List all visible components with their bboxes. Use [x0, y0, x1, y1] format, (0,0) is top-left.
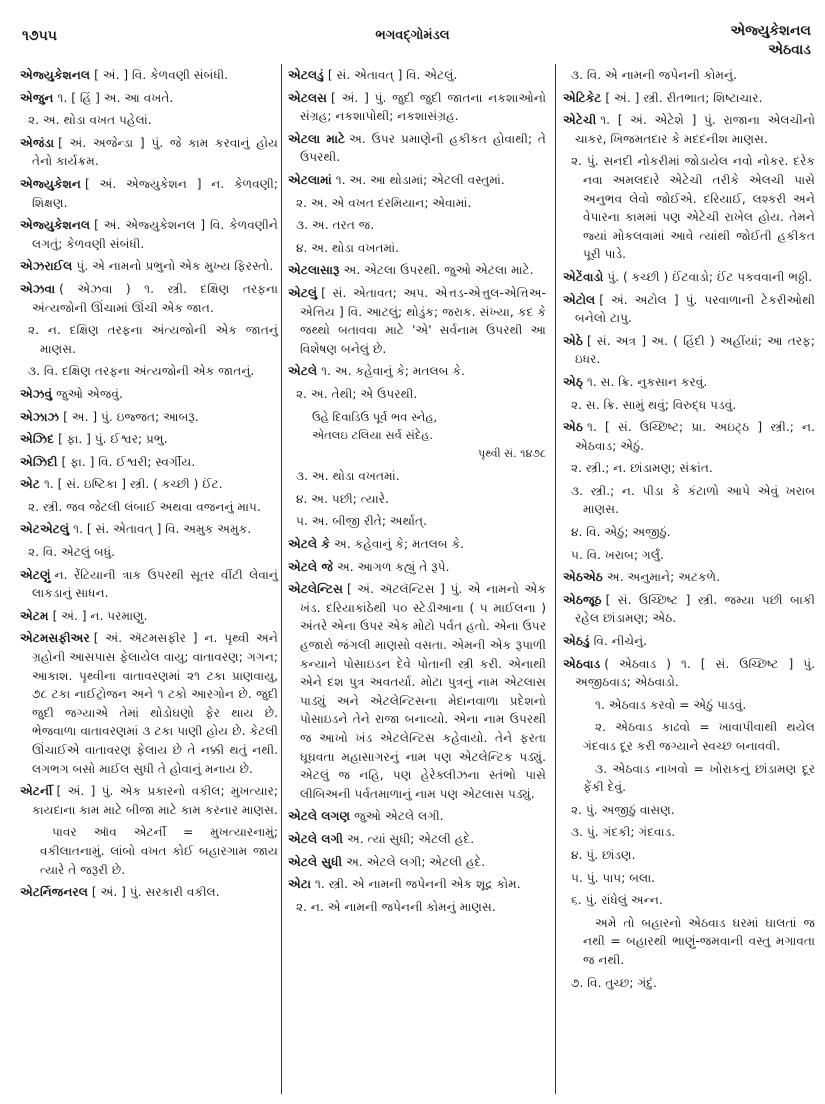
- definition-text: ૬. પું. રાંધેલું અન્ન.: [571, 893, 663, 908]
- entry-sense: [563, 760, 815, 797]
- dictionary-entry: [563, 632, 815, 651]
- headword: એટિકેટ: [563, 90, 602, 105]
- dictionary-column-3: [563, 66, 815, 996]
- dictionary-entry: [563, 373, 815, 392]
- dictionary-entry: [563, 418, 815, 455]
- quotation-line: [288, 408, 546, 427]
- definition-text: ઉહે દિવાડિઉ પૂર્વ ભવ સ્નેહ,: [312, 409, 438, 424]
- definition-text: [ અં. એજ્યુકેશનલ ] વિ. કેળવણીને લગતું; કેળવણી સંબંધી.: [32, 218, 278, 251]
- dictionary-entry: [20, 257, 278, 276]
- definition-text: ૪. અ. પછી; ત્યારે.: [296, 491, 389, 506]
- headword: એટલામાં: [288, 172, 332, 187]
- headword: એટા: [288, 877, 311, 892]
- definition-text: ૨. સ્ત્રી.; ન. છાંડામણ; સંક્રાંત.: [571, 461, 713, 476]
- definition-text: ૨. પું. અજીઠું વાસણ.: [571, 802, 675, 817]
- entry-sense: [563, 846, 815, 865]
- dictionary-entry: [288, 830, 546, 849]
- definition-text: ૩. વિ. દક્ષિણ તરફના અંત્યજોની એક જાતનું.: [28, 364, 255, 379]
- entry-sense: [288, 239, 546, 258]
- definition-text: પું. ( કચ્છી ) ઈંટવાડો; ઈંટ પકવવાની ભઠ્ઠી.: [607, 269, 813, 284]
- headword: એઝવું: [20, 386, 53, 401]
- definition-text: ૧. [ સં. ઉચ્છિષ્ટ; પ્રા. અઇટ્ઠ ] સ્ત્રી.; ન. એઠવાડ; એઠું.: [575, 420, 815, 453]
- definition-text: અમે તો બહારનો એઠવાડ ઘરમાં ઘાલતાં જ નથી = બહારથી ભાણું-જમવાની વસ્તુ મગાવતા જ નથી.: [583, 915, 815, 967]
- dictionary-entry: [20, 520, 278, 539]
- definition-text: [ અં. ] ન. પરમાણુ.: [52, 608, 148, 623]
- definition-text: ૪. પું. છાંડણ.: [571, 847, 636, 862]
- definition-text: ૭. વિ. તુચ્છ; ગંદું.: [571, 975, 657, 990]
- dictionary-entry: [288, 558, 546, 577]
- dictionary-entry: [20, 607, 278, 626]
- headword: એટલે સુધી: [288, 854, 343, 869]
- definition-text: ( એઝવા ) ૧. સ્ત્રી. દક્ષિણ તરફના અંત્યજોની ઊંચામાં ઊંચી એક જાત.: [32, 281, 278, 315]
- entry-sense: [563, 396, 815, 415]
- guide-word-first: એજ્યુકેશનલ: [730, 23, 811, 39]
- headword: એટર્નિજનરલ: [20, 885, 88, 900]
- definition-text: [ ફા. ] વિ. ઈશ્વરી; સ્વર્ગીય.: [61, 454, 196, 469]
- definition-text: ૧. સ. ક્રિ. નુકસાન કરવું.: [586, 374, 708, 389]
- headword: એટર્ની: [20, 784, 53, 799]
- headword: એજ્યુકેશન: [20, 176, 81, 191]
- headword: એઝિદ: [20, 432, 55, 447]
- definition-text: ૨. સ. ક્રિ. સામું થવું; વિરુદ્ધ પડવું.: [571, 397, 737, 412]
- entry-sense: [563, 152, 815, 264]
- dictionary-entry: [20, 453, 278, 472]
- page-header: [0, 22, 825, 62]
- entry-sense: [288, 385, 546, 404]
- definition-text: [ અં. અટોલ ] પું. પરવાળાની ટેકરીઓથી બનેલો ટાપુ.: [575, 292, 815, 326]
- dictionary-entry: [20, 175, 278, 212]
- citation: [288, 445, 546, 464]
- entry-sense: [20, 321, 278, 358]
- definition-text: [ અં. ] પું. એક પ્રકારનો વકીલ; મુખત્યાર; કાયદાના કામ માટે બીજા માટે કામ કરનાર માણસ.: [32, 784, 278, 817]
- dictionary-entry: [288, 535, 546, 554]
- definition-text: ૨. ન. એ નામની જપેનની કોમનું માણસ.: [296, 899, 496, 914]
- definition-text: અ. કહેવાનું કે; મતલબ કે.: [334, 537, 465, 552]
- headword: એજુન: [20, 90, 54, 105]
- dictionary-column-1: [20, 66, 278, 906]
- definition-text: અ. એટલા ઉપરથી. જુઓ એટલા માટે.: [343, 263, 534, 278]
- definition-text: ૩. અ. તરત જ.: [296, 218, 375, 233]
- dictionary-entry: [563, 332, 815, 369]
- definition-text: [ અં. ] પું. સરકારી વકીલ.: [91, 885, 220, 900]
- dictionary-entry: [20, 216, 278, 253]
- dictionary-entry: [288, 580, 546, 803]
- dictionary-entry: [20, 280, 278, 317]
- entry-sense: [563, 891, 815, 910]
- entry-sense: [563, 546, 815, 565]
- definition-text: ૩. સ્ત્રી.; ન. પીડા કે કંટાળો આપે એવું ખરાબ માણસ.: [571, 483, 815, 517]
- headword: એટેચી: [563, 113, 597, 128]
- dictionary-entry: [20, 89, 278, 108]
- definition-text: [ સં. અત્ર ] અ. ( હિંદી ) અહીંયાં; આ તરફ; ઇધર.: [575, 333, 815, 367]
- entry-sense: [563, 869, 815, 888]
- headword: એઝરાઈલ: [20, 259, 73, 274]
- headword: એટલે જે: [288, 559, 333, 574]
- dictionary-entry: [563, 568, 815, 587]
- entry-sense: [20, 823, 278, 879]
- headword: એટલડું: [288, 68, 324, 82]
- definition-text: [ અં. ઍટલૅન્ટિસ ] પું. એ નામનો એક ખંડ. દરિયાકાંઠેથી ૫૦ સ્ટેડીઆના ( ૫ માઈલના ) અંતરે એના ઉપર એક મોટો પર્વત હતો. એના ઉપર હજારો જંગલી માણસો વસતા. એમની એક રૂપાળી કન્યાને પોસાઇડન દેવે પોતાની સ્ત્રી કરી. એનાથી એને દશ પુત્ર અવતર્યા. મોટા પુત્રનું નામ એટલાસ પાડ્યું અને એટલેન્ટિસના મેદાનવાળા પ્રદેશનો પોસાઇડને તેને રાજા બનાવ્યો. એના નામ ઉપરથી જ આખો ખંડ એટલેન્ટિસ કહેવાયો. તેને ફરતા ઘૂઘવતા મહાસાગરનું નામ પણ એટલેન્ટિક પડ્યું. એટલું જ નહિ, પણ હેરેક્લીઝના સ્તંભો પાસે લીબિઅની પર્વતમાળાનું નામ પણ એટલાસ પડ્યું.: [300, 582, 546, 801]
- dictionary-entry: [20, 408, 278, 427]
- dictionary-entry: [20, 66, 278, 85]
- definition-text: ૪. વિ. એઠું; અજીઠું.: [571, 525, 671, 540]
- dictionary-entry: [288, 130, 546, 167]
- definition-text: ૨. વિ. એટલું બધું.: [28, 545, 116, 560]
- definition-text: એતલઇ ટલિયા સર્વ સંદેહ.: [312, 428, 434, 443]
- definition-text: જુઓ એટલે લગી.: [354, 809, 444, 824]
- entry-sense: [288, 898, 546, 917]
- column-divider: [555, 64, 556, 1094]
- dictionary-entry: [20, 782, 278, 819]
- headword: એઝિદી: [20, 454, 58, 469]
- entry-sense: [288, 467, 546, 486]
- headword: એઠવાડ: [563, 656, 601, 671]
- definition-text: ૩. પું. ગંદકી; ગંદવાડ.: [571, 825, 676, 840]
- definition-text: ૨. પું. સનદી નોકરીમાં જોડાયેલ નવો નોકર. દરેક નવા અમલદારે એટેચી તરીકે એલચી પાસે અનુભવ લેવો જોઈએ. દરિયાઈ, લશ્કરી અને વેપારના કામમાં પણ એટેચી રાખેલ હોય. તેમને જ્યાં મોકલવામાં આવે ત્યાંથી જોઈતી હકીકત પૂરી પાડે.: [571, 154, 815, 262]
- dictionary-entry: [563, 591, 815, 628]
- headword: એજંડા: [20, 135, 55, 150]
- definition-text: [ અં. ] સ્ત્રી. રીતભાત; શિષ્ટાચાર.: [605, 90, 763, 105]
- dictionary-entry: [20, 134, 278, 171]
- definition-text: [ સં. એતાવત; અપ. એત્તડ-એત્તુલ-એત્તિઅ-એત્તિય ] વિ. આટલું; થોડુંક; જરાક. સંખ્યા, કદ કે જથ્થો બતાવવા માટે 'એ' સર્વનામ ઉપરથી આ વિશેષણ બનેલું છે.: [300, 285, 546, 356]
- definition-text: ૪. અ. થોડા વખતમાં.: [296, 240, 400, 255]
- entry-sense: [20, 362, 278, 381]
- entry-sense: [20, 111, 278, 130]
- dictionary-column-2: [288, 66, 546, 920]
- definition-text: ૧. [ સં. એતાવત્ ] વિ. અમુક અમુક.: [73, 522, 252, 537]
- definition-text: અ. આગળ કહ્યું તે રૂપે.: [336, 559, 450, 574]
- definition-text: ૨. ન. દક્ષિણ તરફના અંત્યજોની એક જાતનું માણસ.: [28, 323, 278, 356]
- definition-text: ૩. અ. થોડા વખતમાં.: [296, 469, 400, 484]
- entry-sense: [563, 974, 815, 993]
- definition-text: અ. અનુમાને; અટકળે.: [606, 570, 721, 585]
- definition-text: [ અં. ] વિ. કેળવણી સંબંધી.: [94, 68, 229, 82]
- definition-text: ન. રેંટિયાની ત્રાક ઉપરથી સૂતર વીંટી લેવાનું લાકડાનું સાધન.: [32, 567, 278, 601]
- entry-sense: [563, 718, 815, 755]
- definition-text: [ અં. અજેન્ડા ] પું. જે કામ કરવાનું હોય તેનો કાર્યક્રમ.: [32, 135, 278, 169]
- headword: એજ્યુકેશનલ: [20, 218, 91, 233]
- definition-text: ૨. અ. થોડા વખત પહેલાં.: [28, 113, 152, 128]
- entry-sense: [20, 498, 278, 517]
- definition-text: પૃથ્વી સં. ૧૪૭૮: [478, 446, 546, 460]
- entry-sense: [288, 512, 546, 531]
- headword: એટલસ: [288, 90, 328, 105]
- headword: એઝવા: [20, 281, 56, 296]
- headword: એઠ: [563, 420, 583, 435]
- entry-sense: [563, 66, 815, 85]
- dictionary-entry: [288, 284, 546, 358]
- entry-sense: [563, 482, 815, 519]
- dictionary-entry: [20, 629, 278, 778]
- definition-text: ૨. અ. એ વખત દરમિયાન; એવામાં.: [296, 195, 472, 210]
- dictionary-entry: [563, 655, 815, 692]
- headword: એઠએઠ: [563, 570, 603, 585]
- headword: એઝાઝ: [20, 409, 60, 424]
- definition-text: [ સં. એતાવત્ ] વિ. એટલું.: [327, 68, 458, 82]
- page-number: ૧૭૫૫: [22, 28, 57, 44]
- definition-text: [ અં. ઍટમસફીર ] ન. પૃથ્વી અને ગ્રહોની આસપાસ ફેલાયેલ વાયુ; વાતાવરણ; ગગન; આકાશ. પૃથ્વીના વાતાવરણમાં ૨૧ ટકા પ્રાણવાયુ, ૭૮ ટકા નાઈટ્રોજન અને ૧ ટકો આરગોન છે. જુદી જુદી જગ્યાએ તેમાં થોડોઘણો ફેર થાય છે. ભેજવાળા વાતાવરણમાં ૩ ટકા પાણી હોય છે. કેટલી ઊંચાઈએ વાતાવરણ ફેલાય છે તે નક્કી થતું નથી. લગભગ બસો માઈલ સુધી તે હોવાનું મનાય છે.: [32, 631, 278, 776]
- headword: એટલાસારૂ: [288, 263, 340, 278]
- definition-text: અ. ઉપર પ્રમાણેની હકીકત હોવાથી; તે ઉપરથી.: [300, 131, 546, 165]
- definition-text: અ. એટલે લગી; એટલી હદે.: [346, 854, 486, 869]
- definition-text: [ અં. ] પું. જુદી જુદી જાતના નકશાઓનો સંગ્રહ; નકશાપોથી; નકશાસંગ્રહ.: [300, 90, 546, 124]
- definition-text: ૩. એઠવાડ નાખવો = ખોરાકનું છાંડામણ દૂર ફેંકી દેવું.: [583, 761, 815, 795]
- definition-text: ( એઠવાડ ) ૧. [ સં. ઉચ્છિષ્ટ ] પું. અજીઠવાડ; એઠવાડો.: [575, 656, 815, 690]
- guide-word-last: એઠવાડ: [768, 42, 811, 58]
- definition-text: ૧. અ. કહેવાનું કે; મતલબ કે.: [321, 364, 465, 379]
- definition-text: ૨. અ. તેથી; એ ઉપરથી.: [296, 386, 418, 401]
- quotation-line: [288, 426, 546, 445]
- headword: એઠે: [563, 333, 583, 348]
- definition-text: ૫. પું. પાપ; બલા.: [571, 870, 656, 885]
- dictionary-entry: [20, 475, 278, 494]
- entry-sense: [288, 216, 546, 235]
- entry-sense: [288, 490, 546, 509]
- definition-text: વિ. નીચેનું.: [593, 634, 648, 649]
- headword: એટલું: [288, 285, 318, 300]
- definition-text: ૧. સ્ત્રી. એ નામની જપેનની એક શૂદ્ર કોમ.: [314, 877, 521, 892]
- definition-text: ૧. [ સં. ઇષ્ટિકા ] સ્ત્રી. ( કચ્છી ) ઈંટ.: [43, 477, 223, 492]
- dictionary-entry: [288, 261, 546, 280]
- headword: એટોલ: [563, 292, 596, 307]
- guide-words: [730, 22, 811, 60]
- headword: એટલે લગણ: [288, 809, 351, 824]
- headword: એટેંવાડો: [563, 269, 604, 284]
- dictionary-entry: [20, 430, 278, 449]
- dictionary-entry: [563, 89, 815, 108]
- definition-text: ૧. એઠવાડ કરવો = એઠું પાડવું.: [595, 697, 747, 712]
- headword: એઠ્: [563, 374, 583, 389]
- headword: એટમ: [20, 608, 49, 623]
- entry-sense: [563, 801, 815, 820]
- definition-text: પાવર ઑવ એટર્ની = મુખત્યારનામું; વકીલાતનામું. લાંબો વખત કોઈ બહારગામ જાય ત્યારે તે જરૂરી છે.: [40, 825, 278, 877]
- headword: એટલેન્ટિસ: [288, 582, 343, 597]
- headword: એજ્યુકેશનલ: [20, 68, 91, 82]
- definition-text: ૧. [ હિં ] અ. આ વખતે.: [57, 90, 174, 105]
- entry-sense: [288, 194, 546, 213]
- dictionary-entry: [20, 566, 278, 603]
- headword: એટમસફીઅર: [20, 631, 90, 646]
- entry-sense: [20, 543, 278, 562]
- headword: એઠજૂઠ: [563, 592, 602, 607]
- entry-sense: [563, 459, 815, 478]
- entry-sense: [563, 696, 815, 715]
- dictionary-entry: [563, 291, 815, 328]
- headword: એટલે લગી: [288, 831, 344, 846]
- headword: એઠડું: [563, 634, 590, 649]
- headword: એટએટલું: [20, 522, 70, 537]
- definition-text: [ ફા. ] પું. ઈશ્વર; પ્રભુ.: [58, 432, 168, 447]
- dictionary-entry: [288, 807, 546, 826]
- definition-text: ૧. [ અં. એટેશે ] પું. રાજાના એલચીનો ચાકર, ખિજમતદાર કે મદદનીશ માણસ.: [575, 113, 815, 146]
- column-divider: [281, 64, 282, 1094]
- dictionary-entry: [288, 89, 546, 126]
- dictionary-entry: [288, 171, 546, 190]
- dictionary-entry: [20, 385, 278, 404]
- headword: એટ: [20, 477, 40, 492]
- definition-text: અ. ત્યાં સુધી; એટલી હદે.: [347, 831, 475, 846]
- headword: એટણું: [20, 567, 51, 582]
- definition-text: [ સં. ઉચ્છિષ્ટ ] સ્ત્રી. જમ્યા પછી બાકી રહેલ છાંડામણ; એઠ.: [575, 592, 815, 626]
- definition-text: ૨. એઠવાડ કાઢવો = ખાવાપીવાથી થયેલ ગંદવાડ દૂર કરી જગ્યાને સ્વચ્છ બનાવવી.: [583, 720, 815, 753]
- entry-sense: [563, 823, 815, 842]
- dictionary-entry: [288, 875, 546, 894]
- dictionary-entry: [20, 883, 278, 902]
- definition-text: પું. એ નામનો પ્રભુનો એક મુખ્ય ફિરસ્તો.: [76, 259, 274, 274]
- headword: એટલે: [288, 364, 318, 379]
- entry-sense: [563, 914, 815, 970]
- definition-text: ૫. વિ. ખરાબ; ગર્લું.: [571, 547, 664, 562]
- definition-text: ૨. સ્ત્રી. જવ જેટલી લંબાઈ અથવા વજનનું માપ.: [28, 499, 261, 514]
- definition-text: [ અં. એજ્યુકેશન ] ન. કેળવણી; શિક્ષણ.: [32, 176, 278, 210]
- definition-text: ૧. અ. આ થોડામાં; એટલી વસ્તુમાં.: [335, 172, 505, 187]
- headword: એટલે કે: [288, 537, 331, 552]
- dictionary-entry: [288, 66, 546, 85]
- dictionary-entry: [288, 853, 546, 872]
- dictionary-entry: [288, 362, 546, 381]
- running-title: ભગવદ્ગોમંડલ: [375, 28, 450, 43]
- definition-text: [ અ. ] પું. ઇજ્જત; આબરૂ.: [63, 409, 199, 424]
- dictionary-entry: [563, 268, 815, 287]
- headword: એટલા માટે: [288, 131, 346, 146]
- definition-text: જુઓ એજવું.: [56, 386, 123, 401]
- definition-text: ૫. અ. બીજી રીતે; અર્થાત્.: [296, 514, 427, 529]
- entry-sense: [563, 523, 815, 542]
- definition-text: ૩. વિ. એ નામની જપેનની કોમનું.: [571, 68, 737, 82]
- dictionary-entry: [563, 111, 815, 148]
